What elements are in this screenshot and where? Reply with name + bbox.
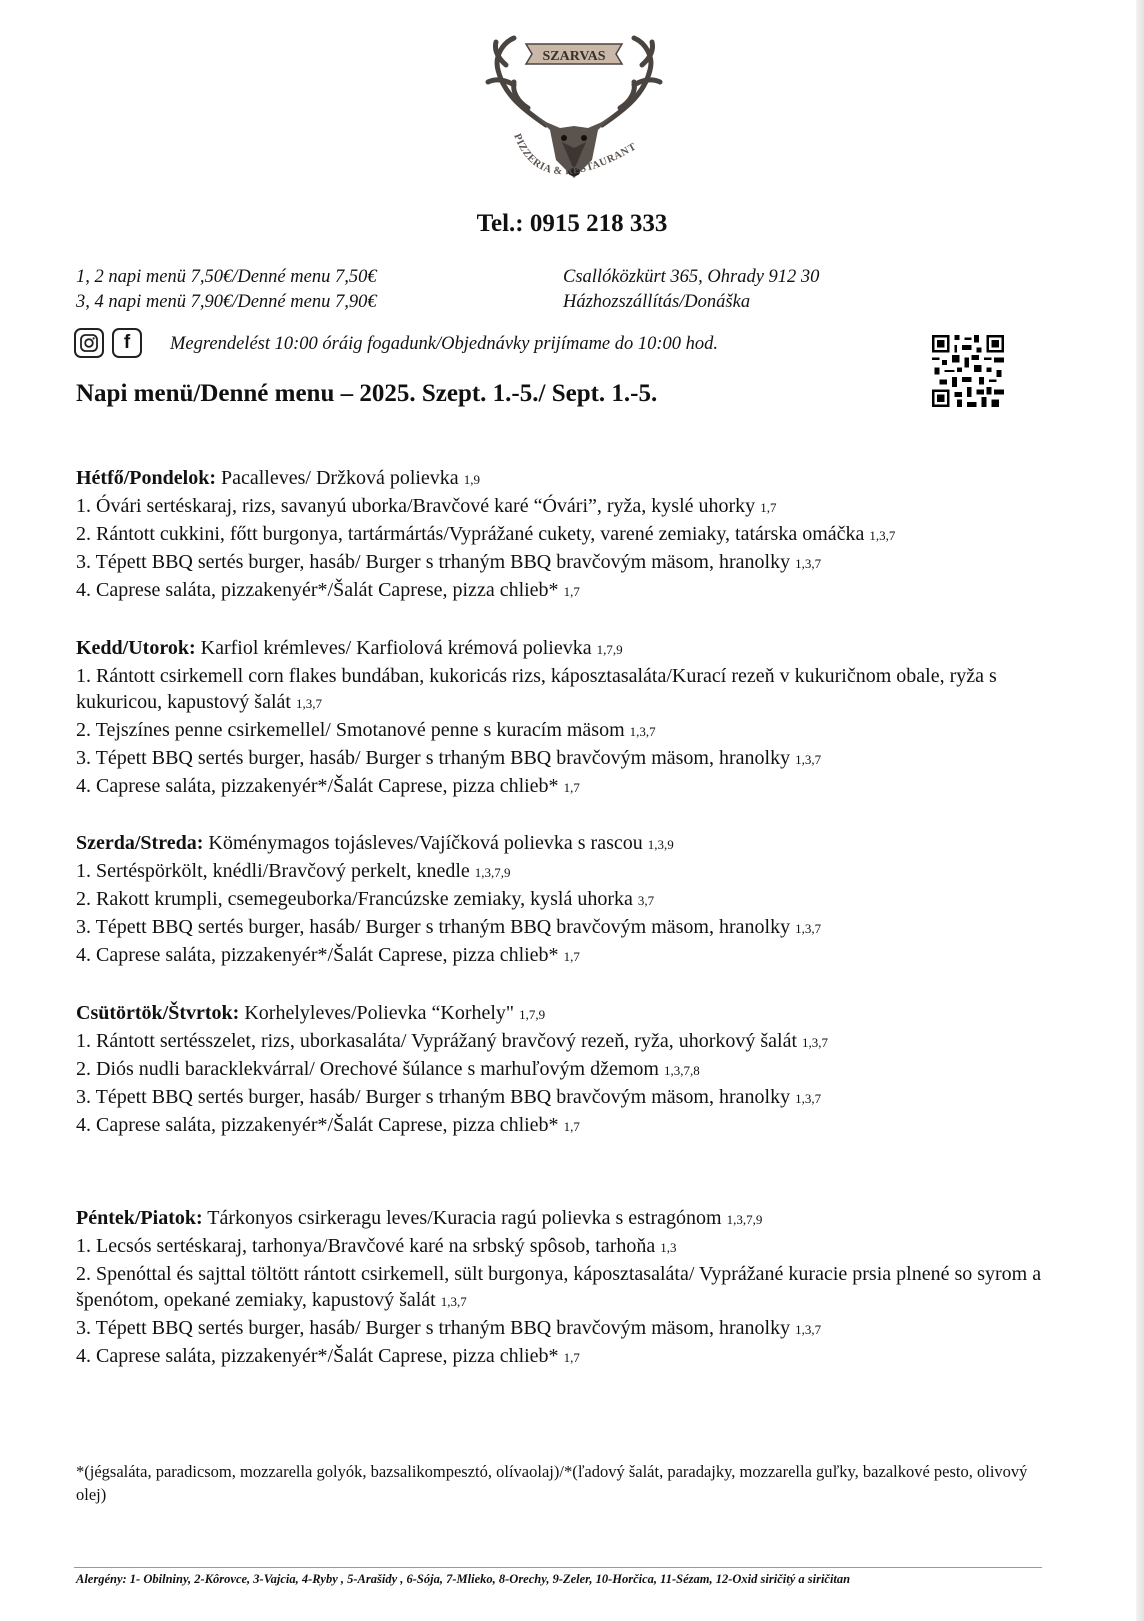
soup: Korhelyleves/Polievka “Korhely" <box>239 1002 520 1024</box>
day-heading <box>76 465 1076 493</box>
allergen-codes: 1,7 <box>563 584 580 599</box>
allergen-codes: 1,9 <box>463 472 480 487</box>
divider <box>74 1567 1042 1568</box>
soup: Tárkonyos csirkeragu leves/Kuracia ragú polievka s estragónom <box>202 1207 727 1229</box>
menu-item-text: 1. Sertéspörkölt, knédli/Bravčový perkelt, knedle <box>76 860 475 882</box>
social-icons <box>74 328 142 358</box>
menu-item <box>76 858 1076 886</box>
day-name: Szerda/Streda: <box>76 832 204 854</box>
allergen-codes: 1,3,7 <box>440 1294 467 1309</box>
menu-item <box>76 493 1076 521</box>
price-list <box>76 265 377 315</box>
menu-item <box>76 745 1076 773</box>
day-name: Csütörtök/Štvrtok: <box>76 1002 240 1024</box>
menu-item-text: 3. Tépett BBQ sertés burger, hasáb/ Burger s trhaným BBQ bravčovým mäsom, hranolky <box>76 1086 796 1108</box>
day-name: Péntek/Piatok: <box>76 1207 203 1229</box>
menu-item <box>76 663 1076 717</box>
day-heading <box>76 635 1076 663</box>
allergen-codes: 1,3,7 <box>802 1035 829 1050</box>
allergen-codes: 1,3,7 <box>795 556 822 571</box>
day-wednesday <box>76 830 1076 970</box>
logo-arc-text: PIZZERIA & RESTAURANT <box>511 132 639 178</box>
instagram-icon[interactable] <box>74 328 104 358</box>
soup: Karfiol krémleves/ Karfiolová krémová polievka <box>195 637 597 659</box>
allergen-codes: 3,7 <box>637 893 655 908</box>
allergens-legend: Alergény: 1- Obilniny, 2-Kôrovce, 3-Vajcia, 4-Ryby , 5-Arašidy , 6-Sója, 7-Mlieko, 8-Orechy, 9-Zeler, 10-Horčica, 11-Sézam, 12-Oxid siričitý a siričitan <box>76 1572 851 1586</box>
allergen-codes: 1,3,7 <box>869 528 896 543</box>
allergen-codes: 1,3,7 <box>795 921 822 936</box>
allergen-codes: 1,7,9 <box>596 642 623 657</box>
menu-item <box>76 773 1076 801</box>
menu-item <box>76 1233 1076 1261</box>
menu-item <box>76 717 1076 745</box>
allergen-codes: 1,7 <box>563 949 580 964</box>
allergen-codes: 1,7 <box>563 780 580 795</box>
menu-item-text: 2. Spenóttal és sajttal töltött rántott csirkemell, sült burgonya, káposztasaláta/ Vyprážané kuracie prsia plnené so syrom a špenótom, opekané zemiaky, kapustový šalát <box>76 1263 1042 1311</box>
page-edge <box>1136 0 1144 1621</box>
menu-item <box>76 886 1076 914</box>
soup: Pacalleves/ Držková polievka <box>216 467 464 489</box>
day-heading <box>76 1000 1076 1028</box>
menu-item <box>76 1261 1076 1315</box>
menu-item <box>76 577 1076 605</box>
day-name: Kedd/Utorok: <box>76 637 196 659</box>
day-friday <box>76 1205 1076 1371</box>
day-thursday <box>76 1000 1076 1140</box>
allergen-codes: 1,7,9 <box>519 1007 546 1022</box>
menu-item <box>76 1112 1076 1140</box>
menu-item <box>76 1028 1076 1056</box>
allergen-codes: 1,7 <box>563 1119 580 1134</box>
menu-item <box>76 914 1076 942</box>
day-heading <box>76 830 1076 858</box>
day-monday <box>76 465 1076 605</box>
allergen-codes: 1,3,7,9 <box>474 865 511 880</box>
allergen-codes: 1,3,7 <box>795 752 822 767</box>
menu-item-text: 4. Caprese saláta, pizzakenyér*/Šalát Caprese, pizza chlieb* <box>76 944 564 966</box>
menu-item <box>76 942 1076 970</box>
phone-number: Tel.: 0915 218 333 <box>476 210 668 237</box>
menu-item <box>76 1084 1076 1112</box>
price-line: 1, 2 napi menü 7,50€/Denné menu 7,50€ <box>76 267 377 287</box>
allergen-codes: 1,3,7 <box>795 1322 822 1337</box>
menu-item <box>76 521 1076 549</box>
allergen-codes: 1,3,9 <box>647 837 674 852</box>
szarvas-logo <box>484 30 664 200</box>
menu-item <box>76 1315 1076 1343</box>
allergen-codes: 1,3,7,8 <box>663 1063 700 1078</box>
menu-item-text: 2. Diós nudli baracklekvárral/ Orechové šúlance s marhuľovým džemom <box>76 1058 664 1080</box>
menu-item <box>76 1343 1076 1371</box>
menu-item-text: 1. Óvári sertéskaraj, rizs, savanyú uborka/Bravčové karé “Óvári”, ryža, kyslé uhorky <box>76 495 761 517</box>
qr-code[interactable] <box>932 335 1004 407</box>
allergen-codes: 1,3 <box>660 1240 677 1255</box>
delivery-line: Házhozszállítás/Donáška <box>563 292 751 312</box>
menu-item <box>76 549 1076 577</box>
menu-item-text: 4. Caprese saláta, pizzakenyér*/Šalát Caprese, pizza chlieb* <box>76 1114 564 1136</box>
menu-item-text: 3. Tépett BBQ sertés burger, hasáb/ Burger s trhaným BBQ bravčovým mäsom, hranolky <box>76 551 796 573</box>
menu-item <box>76 1056 1076 1084</box>
menu-item-text: 3. Tépett BBQ sertés burger, hasáb/ Burger s trhaným BBQ bravčovým mäsom, hranolky <box>76 916 796 938</box>
facebook-icon[interactable] <box>112 328 142 358</box>
address-block <box>563 265 819 315</box>
menu-title: Napi menü/Denné menu – 2025. Szept. 1.-5./ Sept. 1.-5. <box>76 380 658 407</box>
menu-item-text: 4. Caprese saláta, pizzakenyér*/Šalát Caprese, pizza chlieb* <box>76 579 564 601</box>
day-heading <box>76 1205 1076 1233</box>
allergen-codes: 1,3,7 <box>795 1091 822 1106</box>
allergen-codes: 1,3,7,9 <box>726 1212 763 1227</box>
menu-item-text: 1. Rántott csirkemell corn flakes bundában, kukoricás rizs, káposztasaláta/Kurací rezeň v kukuričnom obale, ryža s kukuricou, kapustový šalát <box>76 665 997 713</box>
menu-item-text: 2. Rántott cukkini, főtt burgonya, tartármártás/Vyprážané cukety, varené zemiaky, tatárska omáčka <box>76 523 870 545</box>
allergen-codes: 1,7 <box>760 500 777 515</box>
allergen-codes: 1,3,7 <box>629 724 656 739</box>
menu-item-text: 4. Caprese saláta, pizzakenyér*/Šalát Caprese, pizza chlieb* <box>76 1345 564 1367</box>
day-name: Hétfő/Pondelok: <box>76 467 216 489</box>
menu-item-text: 2. Rakott krumpli, csemegeuborka/Francúzske zemiaky, kyslá uhorka <box>76 888 638 910</box>
menu-item-text: 1. Rántott sertésszelet, rizs, uborkasaláta/ Vyprážaný bravčový rezeň, ryža, uhorkový šalát <box>76 1030 803 1052</box>
menu-item-text: 1. Lecsós sertéskaraj, tarhonya/Bravčové karé na srbský spôsob, tarhoňa <box>76 1235 661 1257</box>
price-line: 3, 4 napi menü 7,90€/Denné menu 7,90€ <box>76 292 377 312</box>
menu-item-text: 3. Tépett BBQ sertés burger, hasáb/ Burger s trhaným BBQ bravčovým mäsom, hranolky <box>76 747 796 769</box>
allergen-codes: 1,7 <box>563 1350 580 1365</box>
facebook-glyph: f <box>123 332 131 353</box>
address-line: Csallóközkürt 365, Ohrady 912 30 <box>563 267 820 287</box>
logo-banner-text: SZARVAS <box>542 49 606 64</box>
menu-item-text: 3. Tépett BBQ sertés burger, hasáb/ Burger s trhaným BBQ bravčovým mäsom, hranolky <box>76 1317 796 1339</box>
soup: Köménymagos tojásleves/Vajíčková polievka s rascou <box>203 832 648 854</box>
footnote: *(jégsaláta, paradicsom, mozzarella golyók, bazsalikompesztó, olívaolaj)/*(ľadový šalát, paradajky, mozzarella guľky, bazalkové pesto, olivový olej) <box>76 1462 1028 1504</box>
allergen-codes: 1,3,7 <box>295 696 322 711</box>
order-note: Megrendelést 10:00 óráig fogadunk/Objednávky prijímame do 10:00 hod. <box>170 334 719 354</box>
day-tuesday <box>76 635 1076 801</box>
menu-item-text: 2. Tejszínes penne csirkemellel/ Smotanové penne s kuracím mäsom <box>76 719 630 741</box>
menu-item-text: 4. Caprese saláta, pizzakenyér*/Šalát Caprese, pizza chlieb* <box>76 775 564 797</box>
